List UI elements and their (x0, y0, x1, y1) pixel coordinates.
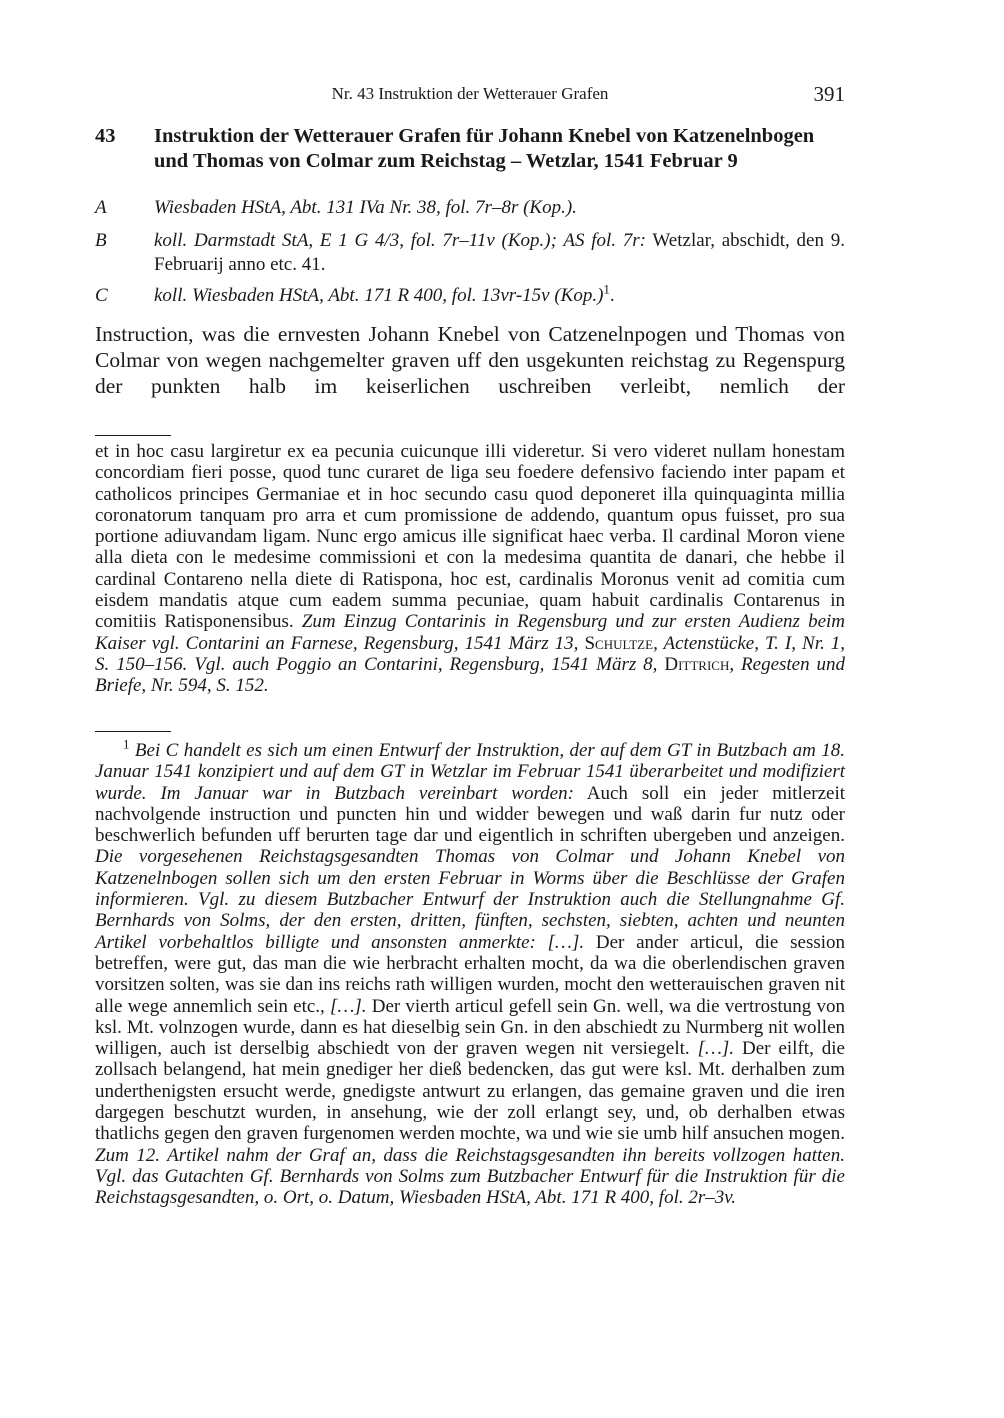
footnote-quote: Der vierth articul gefell sein Gn. well, wa die vertrostung von ksl. Mt. volnzogen wurde, dann es hat dieselbig sein Gn. in den abschiedt zu Nurmberg nit wollen willigen, auch ist derselbig abschiedt von der graven wegen nit versiegelt. (95, 995, 846, 1060)
main-text: Instruction, was die ernvesten Johann Knebel von Catzenelnpogen und Thomas von Colmar von wegen nachgemelter graven uff den usgekunten reichstag zu Regenspurg der punkten halb im keiserlichen uschreiben verleibt, nemlich der (95, 322, 845, 398)
source-siglum: A (95, 197, 107, 218)
note-author-name: Schultze (584, 632, 654, 654)
page-number: 391 (813, 82, 845, 106)
running-head (95, 82, 845, 106)
source-punctuation: . (609, 285, 615, 306)
footnote-quote: Der eilft, die zollsach belangend, hat mein gnediger her dieß bedencken, das gut were ksl. Mt. derhalben zum underthenigsten ersucht werde, gnedigste antwurt zu erlangen, das gemaine graven und die iren dargegen beschutzt wurden, in ansehung, wie der zoll erlangt sey, und, ob derhalben etwas thatlichs gegen den graven furgenomen werden mochte, wa und wie sie umb hilf ansuchen mogen. (95, 1038, 845, 1145)
source-siglum: B (95, 230, 107, 251)
footnote-quote: Der ander articul, die session betreffen, were gut, das man die wie herbracht erhalten mocht, da wa die oberlendischen graven vorsitzen solten, was sie dan ins reichs rath willigen wurden, mocht den wetterauischen graven nit alle wege annemlich sein etc., (95, 931, 846, 1017)
note-separator-rule (95, 435, 171, 436)
footnote-commentary: Die vorgesehenen Reichstagsgesandten Thomas von Colmar und Johann Knebel von Katzenelnbogen sollen sich um den ersten Februar in Worms über die Beschlüsse der Grafen informieren. Vgl. zu diesem Butzbacher Entwurf der Instruktion auch die Stellungnahme Gf. Bernhards von Solms, der den ersten, dritten, fünften, sechsten, siebten, achten und neunten Artikel vorbehaltlos billigte und ansonsten anmerkte: […]. (95, 846, 845, 953)
source-note: Wetzlar, abschidt, den 9. Februarij anno etc. 41. (154, 230, 845, 275)
note-commentary: , Regesten und Briefe, Nr. 594, S. 152. (95, 653, 846, 697)
source-citation: Wiesbaden HStA, Abt. 131 IVa Nr. 38, fol. 7r–8r (Kop.). (154, 197, 577, 218)
document-title: Instruktion der Wetterauer Grafen für Johann Knebel von Katzenelnbogen und Thomas von Colmar zum Reichstag – Wetzlar, 1541 Februar 9 (154, 125, 815, 172)
note-author-name: Dittrich (664, 653, 730, 675)
footnote-commentary: […]. (330, 995, 367, 1017)
footnote-quote: Auch soll ein jeder mitlerzeit nachvolgende instruction und puncten hin und widder bewegen und waß darin fur nutz oder beschwerlich befunden uff berurten tage dar und eigentlich in schriften ubergeben und anzeigen. (95, 782, 846, 847)
footnote-commentary: Bei C handelt es sich um einen Entwurf der Instruktion, der auf dem GT in Butzbach am 18. Januar 1541 konzipiert und auf dem GT in Wetzlar im Februar 1541 überarbeitet und modifiziert wurde. Im Januar war in Butzbach vereinbart worden: (95, 740, 846, 804)
footnote-number: 1 (123, 736, 130, 752)
source-text (154, 229, 845, 277)
source-text (154, 281, 845, 308)
running-head-title: Nr. 43 Instruktion der Wetterauer Grafen (331, 84, 609, 103)
source-text (154, 196, 845, 220)
note-commentary: , Actenstücke, T. I, Nr. 1, S. 150–156. Vgl. auch Poggio an Contarini, Regensburg, 1541 März 8, (95, 632, 846, 675)
footnote-separator-rule (95, 731, 171, 732)
footnote-commentary: […]. (697, 1038, 735, 1060)
source-siglum: C (95, 285, 108, 306)
source-citation: koll. Darmstadt StA, E 1 G 4/3, fol. 7r–11v (Kop.); AS fol. 7r: (154, 230, 646, 251)
source-citation: koll. Wiesbaden HStA, Abt. 171 R 400, fol. 13vr-15v (Kop.) (154, 285, 604, 306)
note-commentary: Zum Einzug Contarinis in Regensburg und zur ersten Audienz beim Kaiser vgl. Contarini an Farnese, Regensburg, 1541 März 13, (95, 611, 845, 654)
document-number: 43 (95, 125, 116, 147)
footnote-1 (95, 736, 846, 1209)
footnote-commentary: Zum 12. Artikel nahm der Graf an, dass die Reichstagsgesandten ihn bereits vollzogen hatten. Vgl. das Gutachten Gf. Bernhards von Solms zum Butzbacher Entwurf für die Instruktion für die Reichstagsgesandten, o. Ort, o. Datum, Wiesbaden HStA, Abt. 171 R 400, fol. 2r–3v. (95, 1144, 845, 1209)
footnote-reference[interactable]: 1 (603, 281, 610, 297)
continued-note (95, 441, 845, 697)
note-latin-text: et in hoc casu largiretur ex ea pecunia cuicunque illi videretur. Si vero videret nullam honestam concordiam fieri posse, quod tunc curaret de liga seu foedere defensivo faciendo inter papam et catholicos principes Germaniae et in hoc secundo casu quod deponeret illa quinquaginta millia coronatorum tanquam pro arra et cum promissione de addendo, quantum opus fuisset, pro sua portione adiuvandam ligam. Nunc ergo amicus ille significat haec verba. Il cardinal Moron viene alla dieta con le medesime commissioni et con la medesima quantita de danari, che hebbe il cardinal Contareno nella diete di Ratispona, hoc est, cardinalis Moronus venit ad comitia cum eisdem mandatis atque cum eadem summa pecuniae, quam habuit cardinalis Contarenus in comitiis Ratisponensibus. (95, 441, 845, 633)
